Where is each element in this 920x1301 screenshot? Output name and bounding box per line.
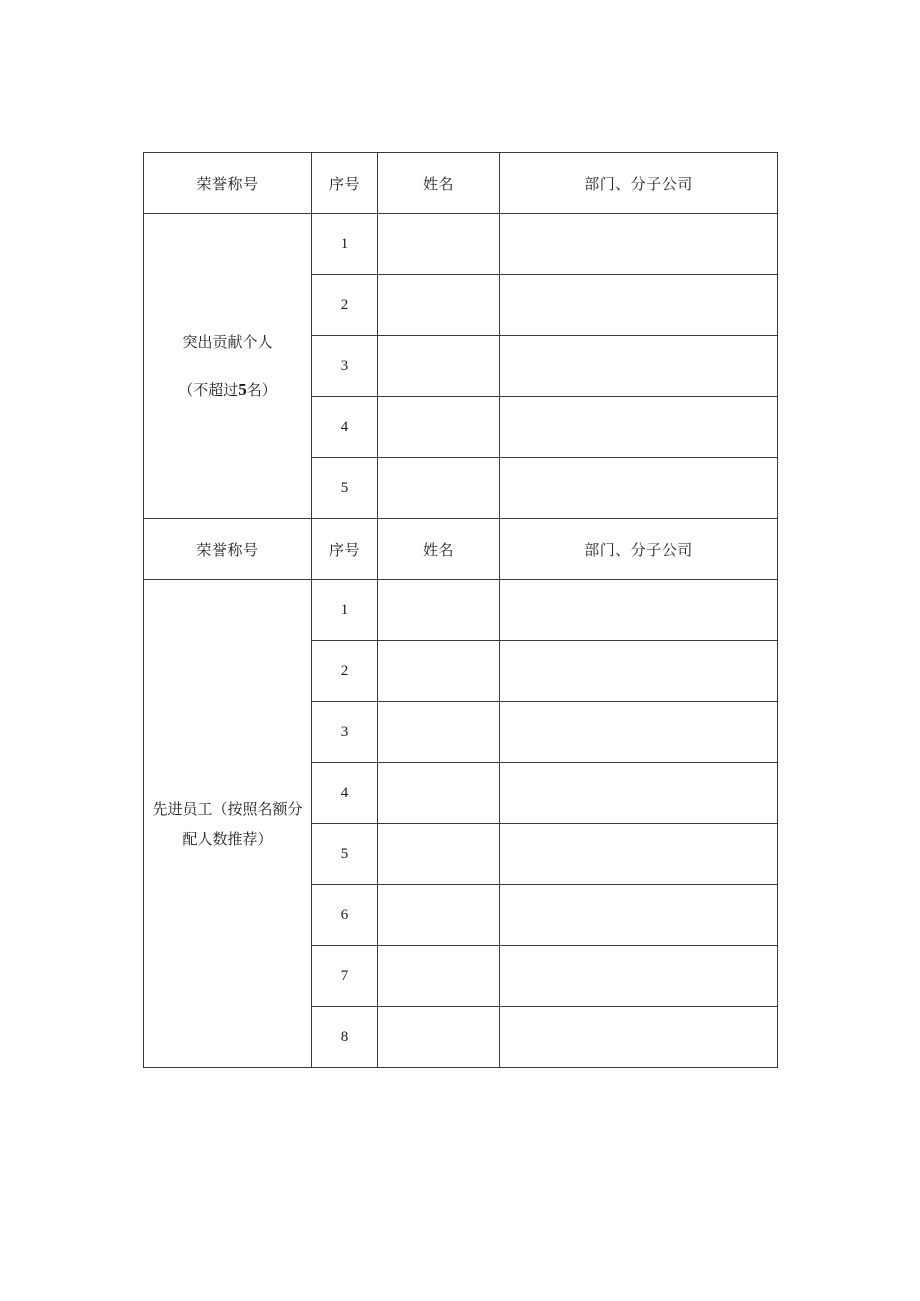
dept-cell[interactable] <box>500 580 778 641</box>
dept-cell[interactable] <box>500 946 778 1007</box>
seq-cell: 1 <box>312 214 378 275</box>
category-limit: （不超过5名） <box>178 380 277 399</box>
header-name: 姓名 <box>378 519 500 580</box>
name-cell[interactable] <box>378 275 500 336</box>
header-dept: 部门、分子公司 <box>500 519 778 580</box>
dept-cell[interactable] <box>500 397 778 458</box>
seq-cell: 1 <box>312 580 378 641</box>
seq-cell: 8 <box>312 1007 378 1068</box>
seq-cell: 5 <box>312 458 378 519</box>
dept-cell[interactable] <box>500 885 778 946</box>
header-honor-title: 荣誉称号 <box>144 519 312 580</box>
seq-cell: 3 <box>312 336 378 397</box>
seq-cell: 7 <box>312 946 378 1007</box>
header-seq: 序号 <box>312 153 378 214</box>
seq-cell: 6 <box>312 885 378 946</box>
table-header-row <box>144 153 778 214</box>
name-cell[interactable] <box>378 397 500 458</box>
category-title: 突出贡献个人 <box>182 333 273 351</box>
table-header-row <box>144 519 778 580</box>
header-seq: 序号 <box>312 519 378 580</box>
seq-cell: 2 <box>312 275 378 336</box>
header-honor-title: 荣誉称号 <box>144 153 312 214</box>
header-dept: 部门、分子公司 <box>500 153 778 214</box>
dept-cell[interactable] <box>500 824 778 885</box>
name-cell[interactable] <box>378 214 500 275</box>
dept-cell[interactable] <box>500 763 778 824</box>
category-note: 配人数推荐） <box>182 829 273 848</box>
dept-cell[interactable] <box>500 458 778 519</box>
seq-cell: 4 <box>312 397 378 458</box>
name-cell[interactable] <box>378 336 500 397</box>
name-cell[interactable] <box>378 885 500 946</box>
name-cell[interactable] <box>378 580 500 641</box>
name-cell[interactable] <box>378 946 500 1007</box>
seq-cell: 3 <box>312 702 378 763</box>
seq-cell: 4 <box>312 763 378 824</box>
name-cell[interactable] <box>378 702 500 763</box>
seq-cell: 5 <box>312 824 378 885</box>
honor-nomination-table <box>143 152 778 1068</box>
header-name: 姓名 <box>378 153 500 214</box>
category-outstanding-contribution <box>144 214 312 519</box>
dept-cell[interactable] <box>500 336 778 397</box>
name-cell[interactable] <box>378 641 500 702</box>
dept-cell[interactable] <box>500 702 778 763</box>
category-advanced-employee <box>144 580 312 1068</box>
name-cell[interactable] <box>378 824 500 885</box>
name-cell[interactable] <box>378 763 500 824</box>
dept-cell[interactable] <box>500 1007 778 1068</box>
dept-cell[interactable] <box>500 275 778 336</box>
name-cell[interactable] <box>378 1007 500 1068</box>
name-cell[interactable] <box>378 458 500 519</box>
dept-cell[interactable] <box>500 641 778 702</box>
dept-cell[interactable] <box>500 214 778 275</box>
table-row <box>144 214 778 275</box>
table-row <box>144 580 778 641</box>
seq-cell: 2 <box>312 641 378 702</box>
category-title: 先进员工（按照名额分 <box>152 799 303 818</box>
